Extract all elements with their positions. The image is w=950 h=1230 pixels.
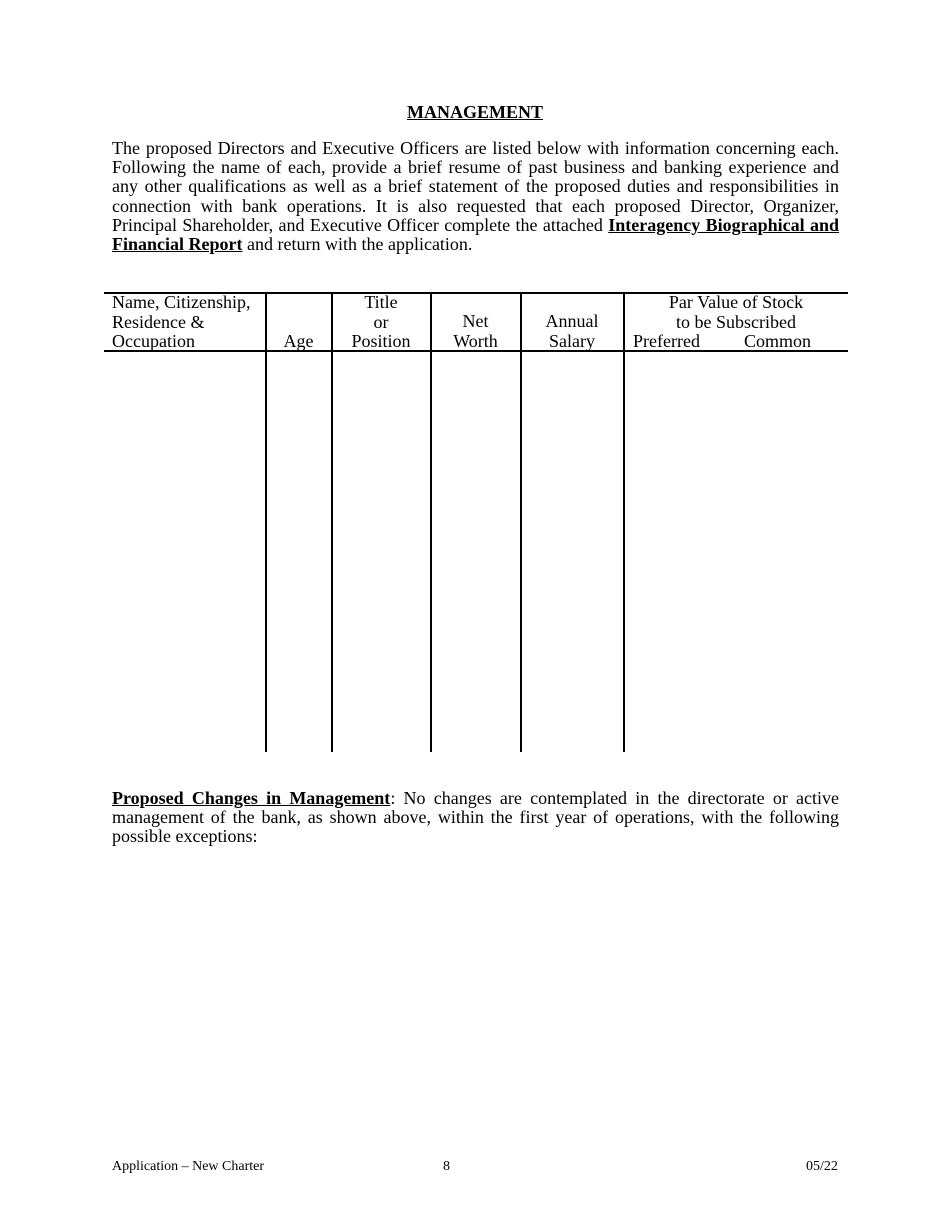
header-salary-line: Salary (549, 330, 595, 351)
proposed-changes-text: No changes are contemplated in the directorate or active management of the bank, as shown above, within the first year of operations, with the following possible exceptions: (112, 788, 839, 846)
footer-document-name: Application – New Charter (112, 1159, 265, 1174)
column-divider (430, 292, 432, 752)
column-divider (623, 292, 625, 752)
intro-text: The proposed Directors and Executive Officers are listed below with information concerning each. Following the name of each, provide a brief resume of past business and banking experience and any other qualifications as well as a brief statement of the proposed duties and responsibilities in connection with bank operations. It is also requested that each proposed Director, Organizer, Principal Shareholder, and Executive Officer complete the attached (112, 138, 839, 235)
header-title-line: Title (364, 292, 398, 312)
header-par-value-line: Par Value of Stock (668, 292, 804, 312)
proposed-changes-paragraph (112, 789, 839, 846)
header-net-worth-line: Worth (453, 330, 498, 351)
header-title-line: Position (351, 331, 411, 351)
header-name-line: Name, Citizenship, (112, 292, 251, 312)
header-common: Common (744, 331, 812, 351)
header-salary-line: Annual (545, 311, 599, 331)
header-net-worth (431, 312, 520, 351)
header-par-value-line: to be Subscribed (676, 311, 796, 332)
header-net-worth-line: Net (462, 311, 489, 331)
proposed-changes-heading: Proposed Changes in Management (112, 788, 391, 808)
header-annual-salary (521, 312, 623, 351)
intro-paragraph (112, 139, 839, 254)
intro-suffix: and return with the application. (242, 234, 473, 255)
column-divider (520, 292, 522, 752)
footer-page-number: 8 (443, 1159, 450, 1174)
header-preferred: Preferred (633, 331, 700, 351)
header-name-line: Residence & (112, 311, 205, 332)
header-title-line: or (373, 311, 389, 332)
header-title (332, 293, 430, 352)
biographical-report-reference: Interagency Biographical and Financial Report (112, 214, 839, 255)
header-name (112, 293, 250, 352)
footer-date: 05/22 (806, 1159, 838, 1174)
header-age: Age (283, 331, 314, 351)
page-title: MANAGEMENT (407, 102, 543, 122)
header-par-value (624, 293, 848, 332)
column-divider (265, 292, 267, 752)
header-name-line: Occupation (112, 331, 195, 351)
column-divider (331, 292, 333, 752)
proposed-changes-colon: : (390, 788, 396, 808)
